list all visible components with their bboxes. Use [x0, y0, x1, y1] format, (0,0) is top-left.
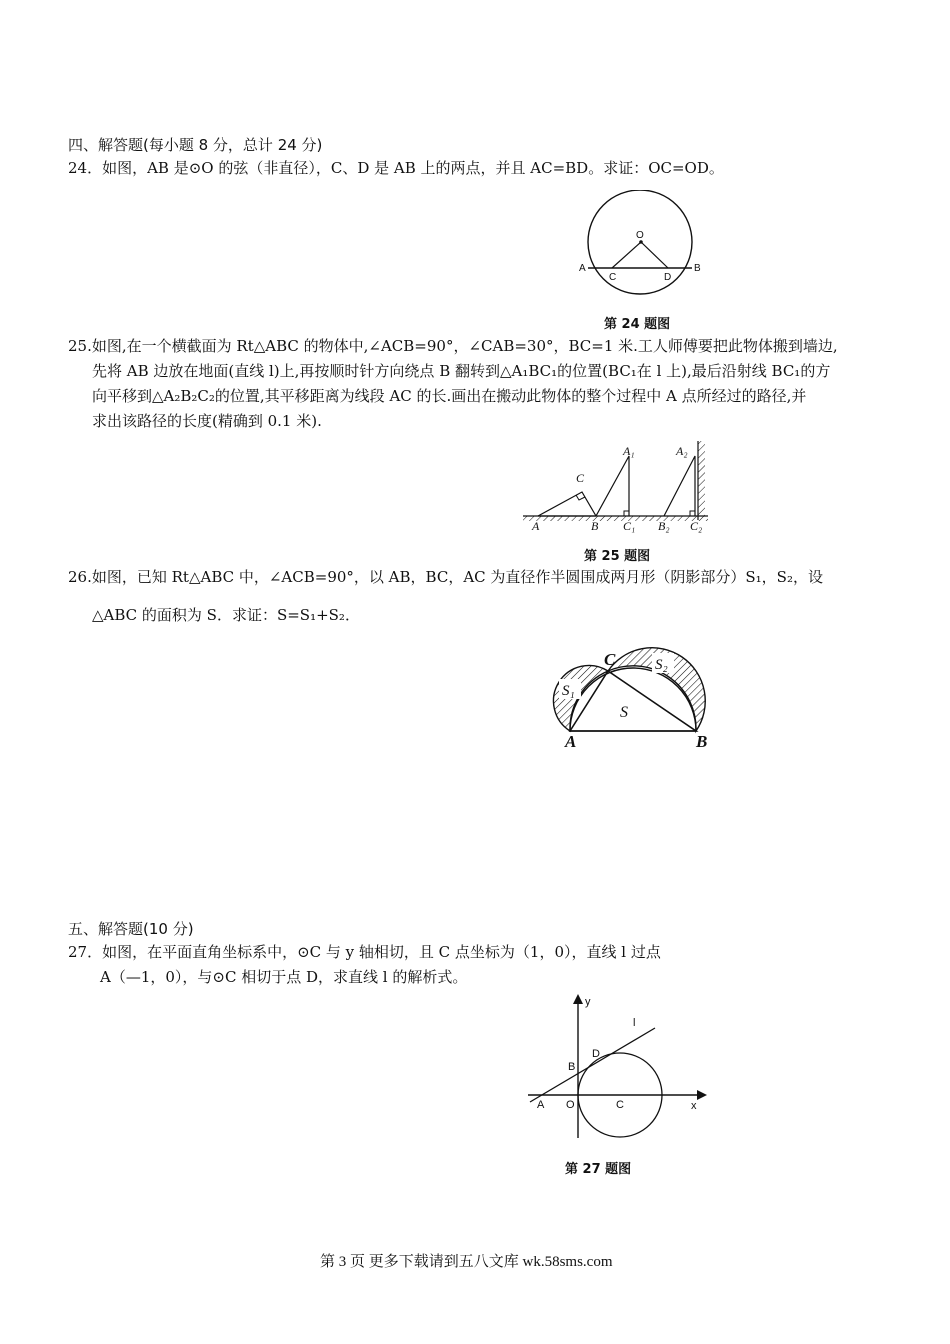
wall-hatch [698, 441, 705, 516]
question-24-text: 24．如图，AB 是⊙O 的弦（非直径），C、D 是 AB 上的两点，并且 AC=BD。求证：OC=OD。 [68, 159, 724, 177]
label-c: C [604, 650, 616, 669]
page-footer: 第 3 页 更多下载请到五八文库 wk.58sms.com [320, 1254, 613, 1270]
caption-25: 第 25 题图 [584, 549, 651, 564]
triangle-a1bc1 [596, 456, 629, 516]
label-o: O [636, 230, 644, 241]
label-b: B [591, 519, 599, 533]
label-b: B [568, 1061, 576, 1073]
figure-27 [525, 990, 710, 1145]
question-26-line2: △ABC 的面积为 S．求证：S=S₁+S₂． [92, 606, 360, 624]
label-y: y [585, 996, 591, 1008]
label-a1: A₁ [623, 444, 635, 458]
triangle-abc [538, 492, 596, 516]
segment-oc [612, 242, 641, 268]
label-b: B [696, 732, 708, 751]
label-o: O [566, 1099, 575, 1111]
figure-26 [548, 645, 723, 755]
ground-hatch [523, 516, 708, 521]
label-s: S [620, 704, 628, 721]
question-25-line3: 向平移到△A₂B₂C₂的位置,其平移距离为线段 AC 的长.画出在搬动此物体的整个过程中 A 点所经过的路径,并 [92, 387, 807, 405]
label-d: D [592, 1048, 600, 1060]
caption-27: 第 27 题图 [565, 1162, 632, 1177]
label-a2: A₂ [676, 444, 688, 458]
label-c: C [576, 471, 585, 485]
section5-title: 五、解答题(10 分) [68, 920, 194, 938]
label-s1: S₁ [562, 683, 575, 699]
right-angle-c1 [624, 511, 629, 516]
label-c1: C₁ [623, 519, 636, 533]
y-axis-arrow-icon [573, 994, 583, 1004]
label-c: C [616, 1099, 624, 1111]
segment-od [641, 242, 668, 268]
label-b2: B₂ [658, 519, 670, 533]
label-d: D [664, 272, 672, 283]
question-25-line1: 25.如图,在一个横截面为 Rt△ABC 的物体中,∠ACB=90°，∠CAB=30°，BC=1 米.工人师傅要把此物体搬到墙边, [68, 337, 838, 355]
figure-24 [575, 190, 705, 300]
question-26-line1: 26.如图，已知 Rt△ABC 中，∠ACB=90°，以 AB，BC，AC 为直径作半圆围成两月形（阴影部分）S₁，S₂，设 [68, 568, 823, 586]
label-c2: C₂ [690, 519, 703, 533]
section4-title: 四、解答题(每小题 8 分，总计 24 分) [68, 136, 323, 154]
x-axis-arrow-icon [697, 1090, 707, 1100]
question-27-line2: A（—1，0），与⊙C 相切于点 D，求直线 l 的解析式。 [100, 968, 468, 986]
label-s2: S₂ [655, 657, 668, 673]
triangle-a2b2c2 [664, 456, 695, 516]
label-a: A [565, 732, 577, 751]
caption-24: 第 24 题图 [604, 317, 671, 332]
question-27-line1: 27．如图，在平面直角坐标系中，⊙C 与 y 轴相切，且 C 点坐标为（1，0），直线 l 过点 [68, 943, 661, 961]
line-l [530, 1028, 655, 1102]
question-25-line4: 求出该路径的长度(精确到 0.1 米). [92, 412, 322, 430]
label-b: B [694, 263, 701, 274]
label-x: x [691, 1100, 697, 1112]
label-a: A [579, 263, 586, 274]
label-c: C [609, 272, 617, 283]
figure-25 [520, 438, 715, 538]
label-a: A [537, 1099, 545, 1111]
right-angle-c2 [690, 511, 695, 516]
label-l: l [633, 1017, 636, 1029]
label-a: A [532, 519, 540, 533]
question-25-line2: 先将 AB 边放在地面(直线 l)上,再按顺时针方向绕点 B 翻转到△A₁BC₁的位置(BC₁在 l 上),最后沿射线 BC₁的方 [92, 362, 831, 380]
